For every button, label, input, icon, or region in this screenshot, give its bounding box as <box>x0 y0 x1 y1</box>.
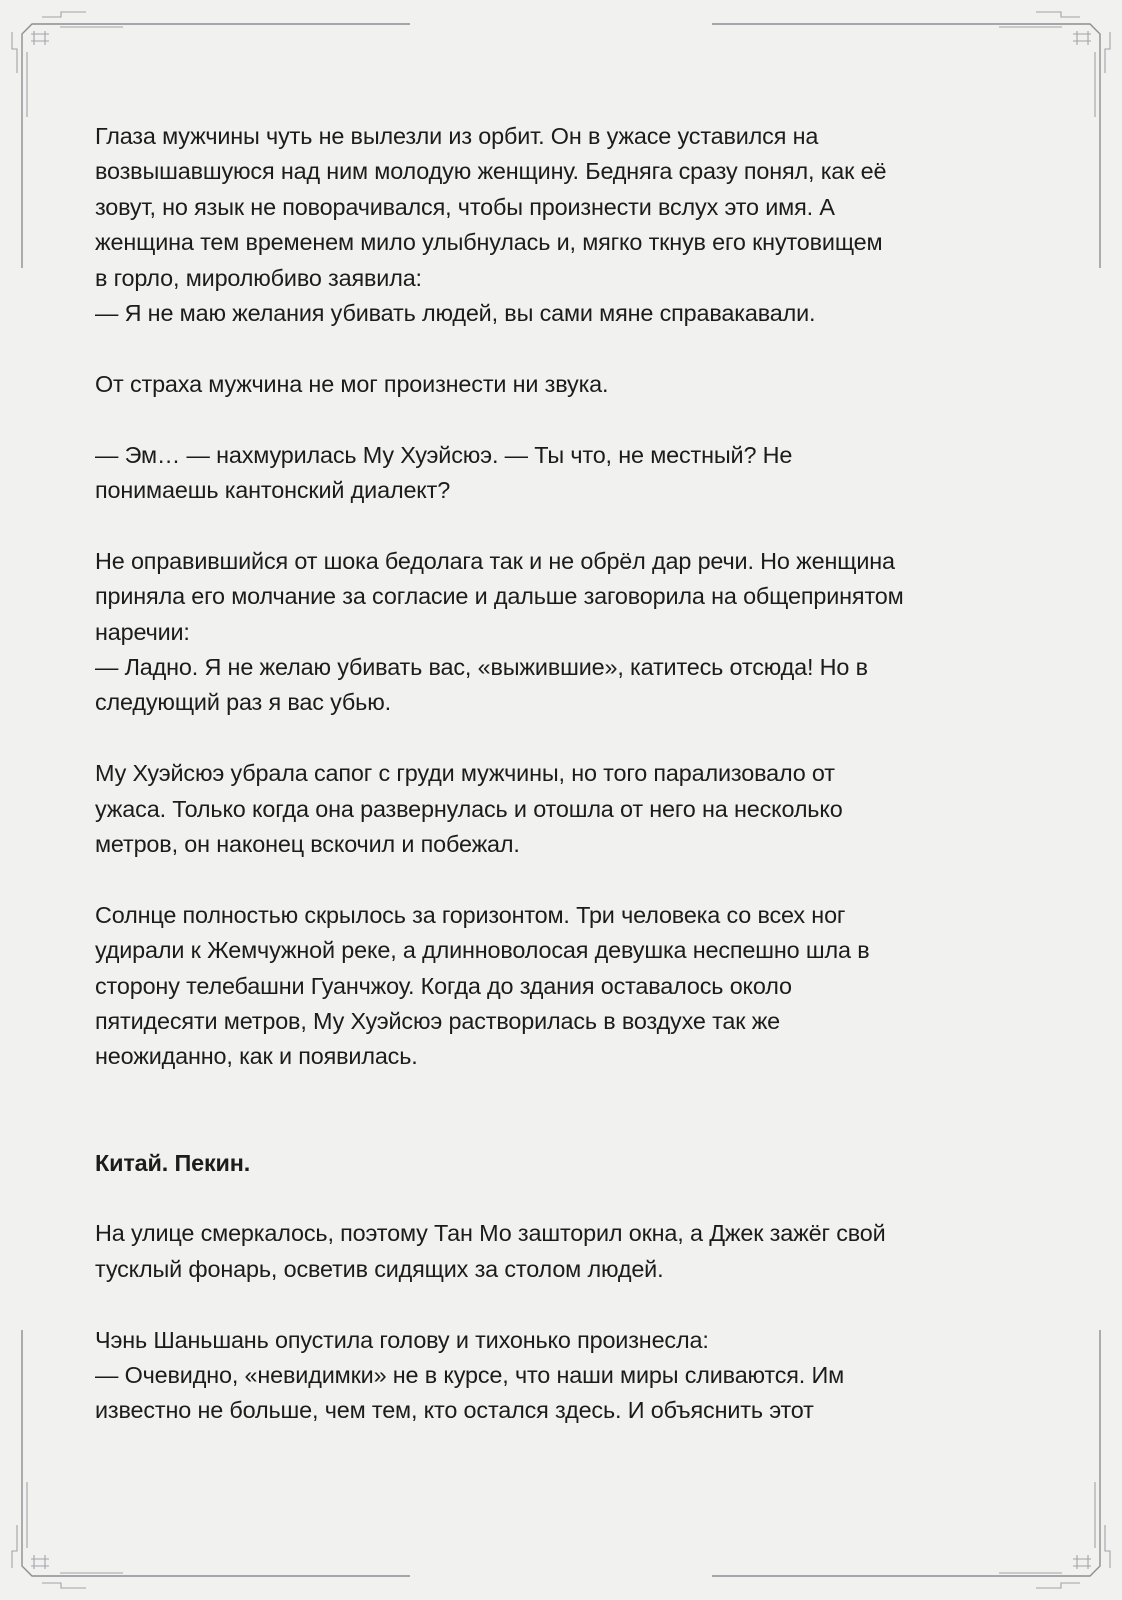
text-line: сторону телебашни Гуанчжоу. Когда до здания оставалось около <box>95 972 792 999</box>
text-section-beijing <box>95 1216 1035 1428</box>
text-line: приняла его молчание за согласие и дальше заговорила на общепринятом <box>95 583 904 610</box>
paragraph <box>95 1216 1035 1287</box>
paragraph <box>95 898 1035 1075</box>
section-gap <box>95 1110 1035 1145</box>
text-line: — Ладно. Я не желаю убивать вас, «выжившие», катитесь отсюда! Но в <box>95 654 868 681</box>
text-line: От страха мужчина не мог произнести ни звука. <box>95 370 609 397</box>
paragraph <box>95 544 1035 721</box>
paragraph <box>95 367 1035 402</box>
text-line: На улице смеркалось, поэтому Тан Мо зашторил окна, а Джек зажёг свой <box>95 1220 886 1247</box>
text-line: Чэнь Шаньшань опустила голову и тихонько произнесла: <box>95 1326 709 1353</box>
text-line: Солнце полностью скрылось за горизонтом. Три человека со всех ног <box>95 901 846 928</box>
text-line: — Очевидно, «невидимки» не в курсе, что наши миры сливаются. Им <box>95 1362 845 1389</box>
text-line: зовут, но язык не поворачивался, чтобы произнести вслух это имя. А <box>95 193 835 220</box>
text-line: ужаса. Только когда она развернулась и отошла от него на несколько <box>95 795 843 822</box>
section-heading: Китай. Пекин. <box>95 1149 251 1176</box>
text-line: наречии: <box>95 618 190 645</box>
text-line: следующий раз я вас убью. <box>95 689 391 716</box>
text-line: Глаза мужчины чуть не вылезли из орбит. Он в ужасе уставился на <box>95 123 819 149</box>
text-line: в горло, миролюбиво заявила: <box>95 264 422 291</box>
paragraph <box>95 756 1035 862</box>
text-line: Му Хуэйсюэ убрала сапог с груди мужчины, но того парализовало от <box>95 760 835 787</box>
paragraph <box>95 1323 1035 1429</box>
text-line: — Эм… — нахмурилась Му Хуэйсюэ. — Ты что, не местный? Не <box>95 441 793 468</box>
text-line: удирали к Жемчужной реке, а длинноволосая девушка неспешно шла в <box>95 937 870 964</box>
text-line: понимаешь кантонский диалект? <box>95 477 451 504</box>
text-line: возвышавшуюся над ним молодую женщину. Бедняга сразу понял, как её <box>95 158 887 185</box>
text-line: известно не больше, чем тем, кто остался здесь. И объяснить этот <box>95 1397 814 1424</box>
text-line: пятидесяти метров, Му Хуэйсюэ растворилась в воздухе так же <box>95 1008 781 1035</box>
text-line: неожиданно, как и появилась. <box>95 1043 418 1070</box>
text-line: женщина тем временем мило улыбнулась и, мягко ткнув его кнутовищем <box>95 229 883 256</box>
text-line: метров, он наконец вскочил и побежал. <box>95 831 520 858</box>
text-line: — Я не маю желания убивать людей, вы сами мяне справакавали. <box>95 300 816 327</box>
page-body <box>95 119 1035 1464</box>
text-section-guangzhou <box>95 119 1035 1075</box>
paragraph <box>95 438 1035 509</box>
paragraph <box>95 119 1035 331</box>
text-line: тусклый фонарь, осветив сидящих за столом людей. <box>95 1255 664 1282</box>
text-line: Не оправившийся от шока бедолага так и не обрёл дар речи. Но женщина <box>95 547 895 574</box>
